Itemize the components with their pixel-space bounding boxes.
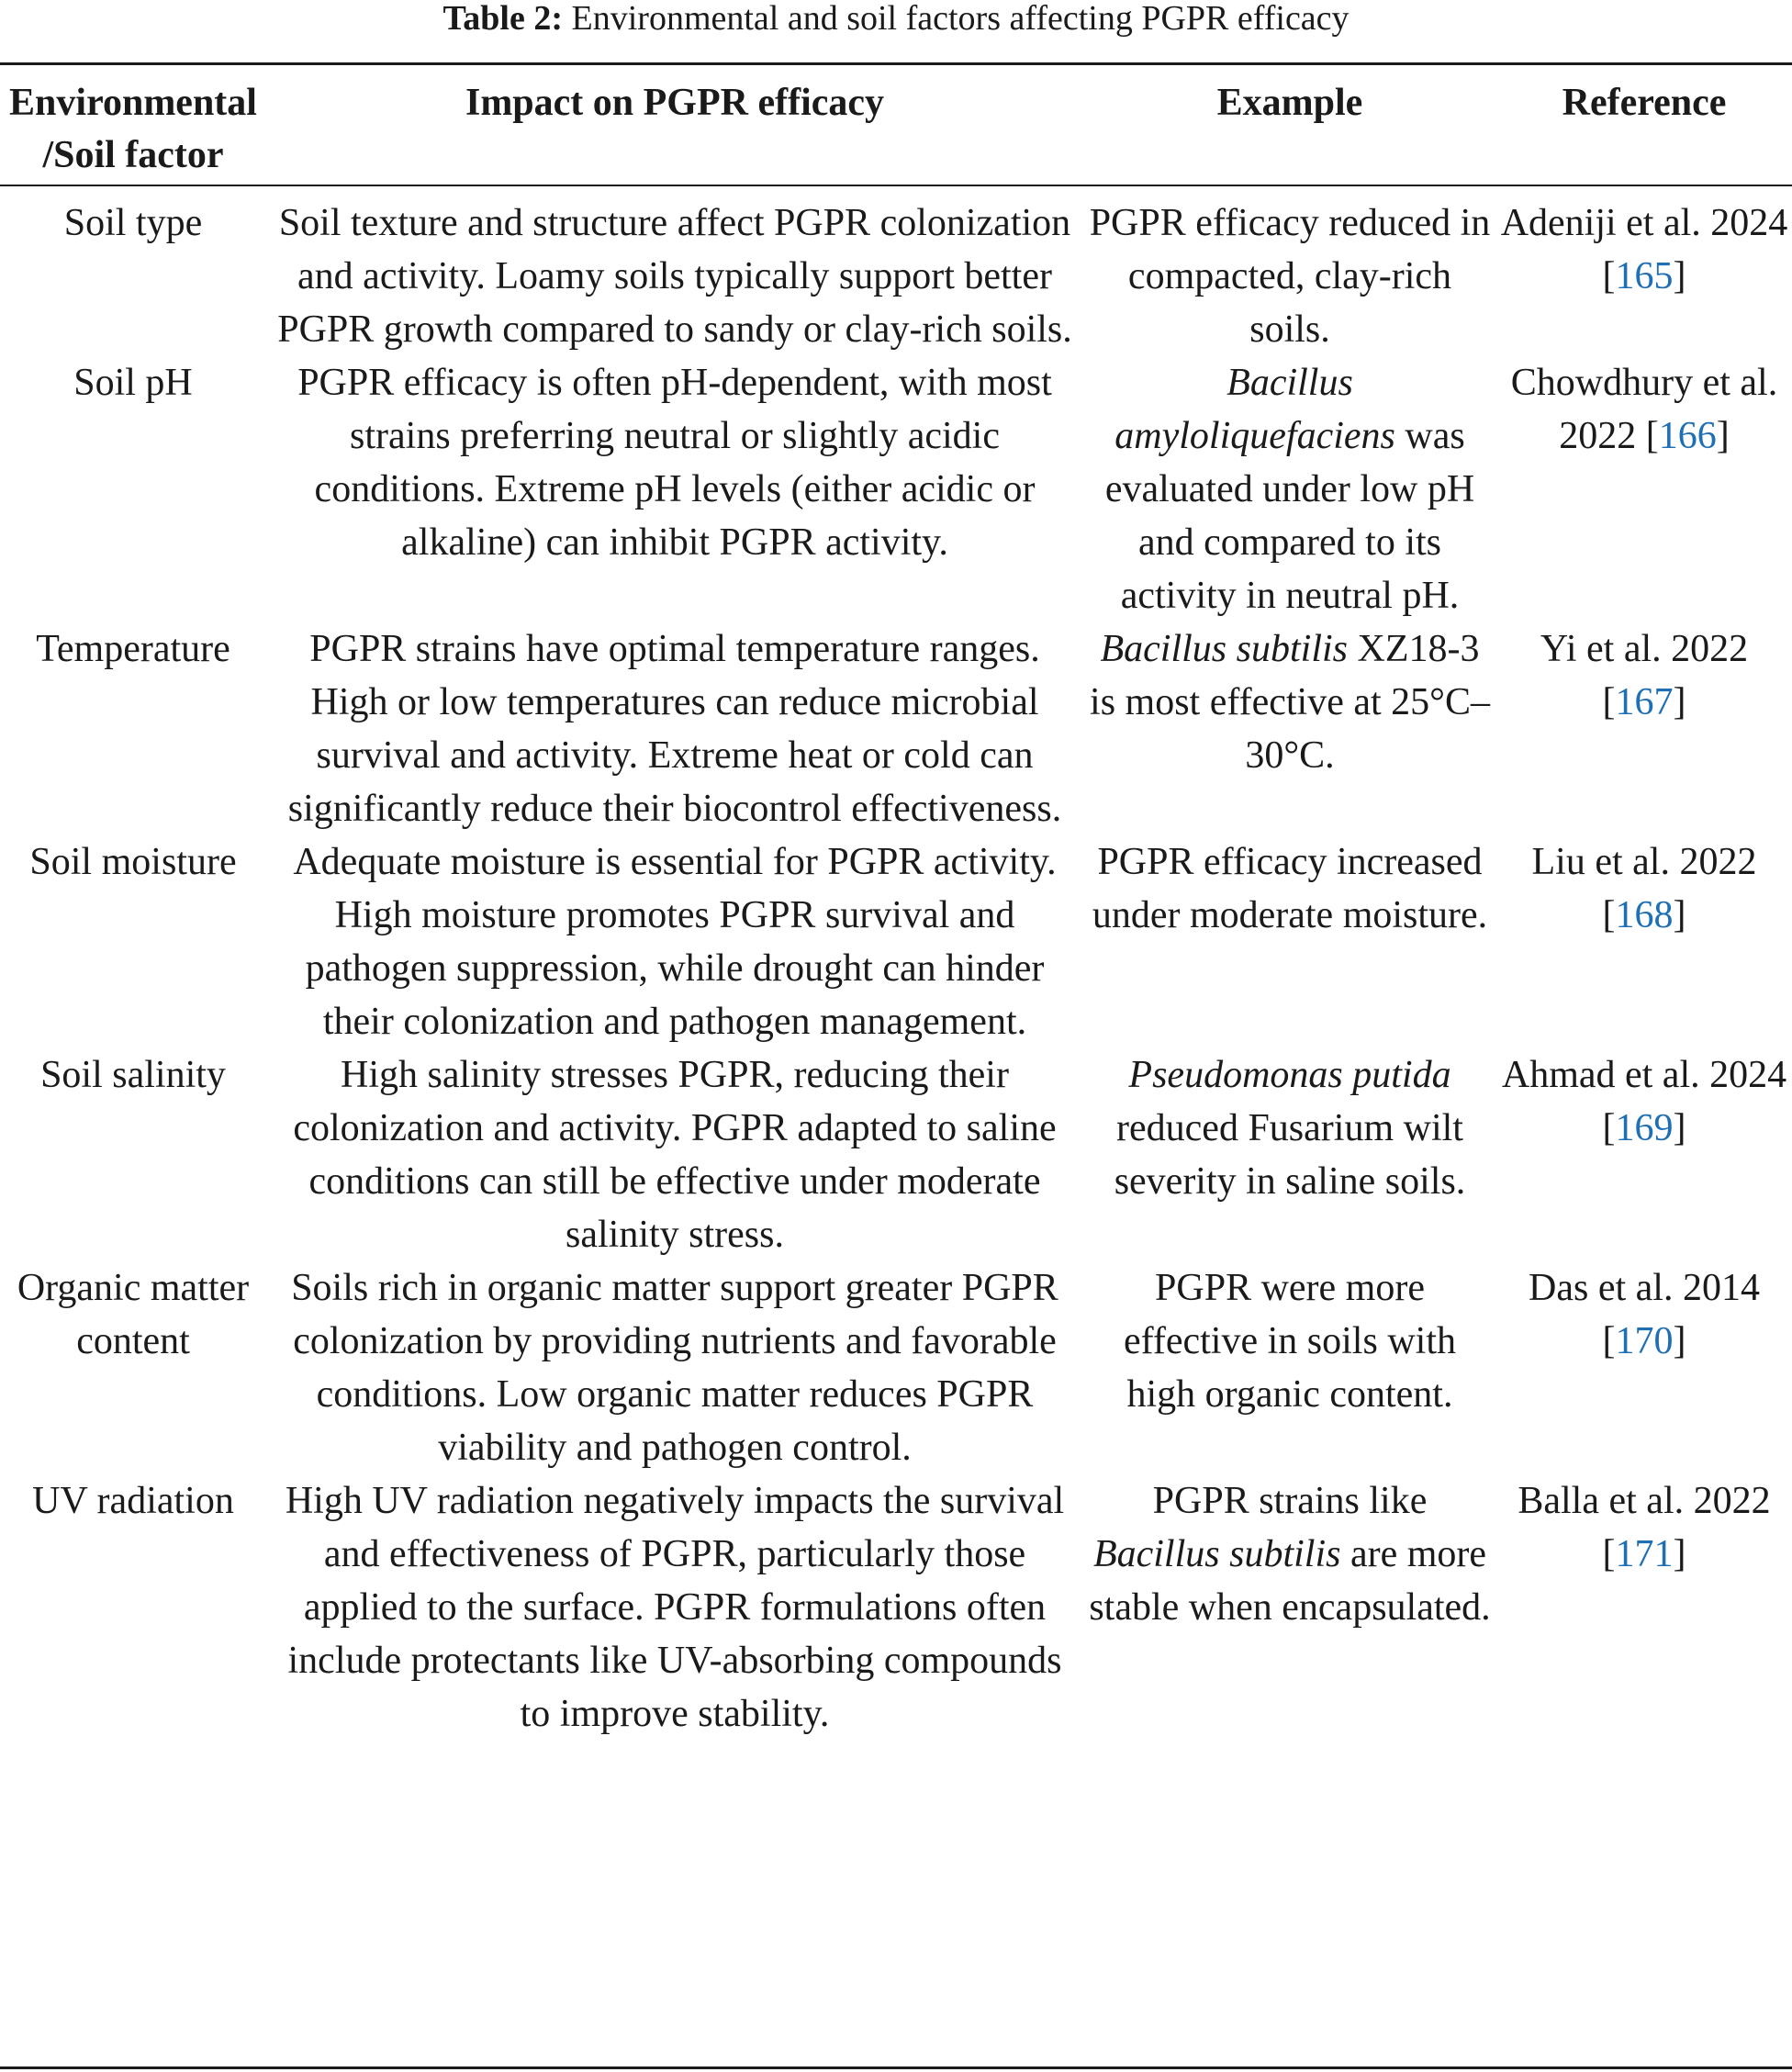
reference-cell: Ahmad et al. 2024 [169] bbox=[1501, 1054, 1787, 1149]
table-title: Environmental and soil factors affecting PGPR efficacy bbox=[563, 0, 1350, 38]
impact-cell: Soil texture and structure affect PGPR colonization and activity. Loamy soils typically support better PGPR growth compared to sandy or clay-rich soils. bbox=[277, 202, 1072, 351]
citation-link[interactable]: 171 bbox=[1615, 1533, 1674, 1575]
factor-cell: Soil salinity bbox=[40, 1054, 226, 1096]
impact-cell: PGPR strains have optimal temperature ranges. High or low temperatures can reduce microbial survival and activity. Extreme heat or cold can significantly reduce their biocontrol effectiveness. bbox=[287, 628, 1062, 830]
table-row bbox=[0, 185, 1792, 356]
header-row bbox=[0, 65, 1792, 185]
table-row bbox=[0, 1474, 1792, 1741]
factor-cell: Temperature bbox=[36, 628, 230, 670]
reference-cell: Adeniji et al. 2024 [165] bbox=[1500, 202, 1788, 297]
table-row bbox=[0, 835, 1792, 1048]
table-row bbox=[0, 1048, 1792, 1261]
example-cell: Bacillus subtilis XZ18-3 is most effective at 25°C–30°C. bbox=[1090, 628, 1490, 777]
citation-link[interactable]: 167 bbox=[1615, 681, 1674, 723]
citation-link[interactable]: 169 bbox=[1615, 1107, 1674, 1149]
header-reference: Reference bbox=[1562, 82, 1727, 124]
header-factor: Environmental /Soil factor bbox=[9, 82, 257, 176]
example-cell: PGPR efficacy reduced in compacted, clay-rich soils. bbox=[1089, 202, 1491, 351]
citation-link[interactable]: 165 bbox=[1615, 255, 1674, 297]
species-name: Pseudomonas putida bbox=[1128, 1054, 1451, 1096]
species-name: Bacillus subtilis bbox=[1100, 628, 1349, 670]
table-row bbox=[0, 356, 1792, 622]
reference-cell: Das et al. 2014 [170] bbox=[1529, 1267, 1760, 1362]
factor-cell: Soil moisture bbox=[29, 841, 237, 883]
factor-cell: UV radiation bbox=[32, 1480, 234, 1522]
reference-cell: Yi et al. 2022 [167] bbox=[1540, 628, 1749, 723]
factor-cell: Soil pH bbox=[73, 362, 193, 404]
impact-cell: High salinity stresses PGPR, reducing their colonization and activity. PGPR adapted to saline conditions can still be effective under moderate salinity stress. bbox=[293, 1054, 1057, 1256]
table-row bbox=[0, 1261, 1792, 1474]
example-cell: PGPR strains like Bacillus subtilis are more stable when encapsulated. bbox=[1089, 1480, 1491, 1629]
example-cell: Bacillus amyloliquefaciens was evaluated under low pH and compared to its activity in neutral pH. bbox=[1104, 362, 1475, 617]
reference-cell: Liu et al. 2022 [168] bbox=[1531, 841, 1757, 936]
reference-cell: Balla et al. 2022 [171] bbox=[1518, 1480, 1771, 1575]
impact-cell: PGPR efficacy is often pH-dependent, with most strains preferring neutral or slightly acidic conditions. Extreme pH levels (either acidic or alkaline) can inhibit PGPR activity. bbox=[297, 362, 1052, 564]
table-label: Table 2: bbox=[442, 0, 564, 38]
species-name: Bacillus subtilis bbox=[1092, 1533, 1341, 1575]
impact-cell: Soils rich in organic matter support greater PGPR colonization by providing nutrients and favorable conditions. Low organic matter reduces PGPR viability and pathogen control. bbox=[291, 1267, 1058, 1469]
table-caption bbox=[0, 0, 1792, 42]
factor-cell: Organic matter content bbox=[17, 1267, 250, 1362]
impact-cell: High UV radiation negatively impacts the survival and effectiveness of PGPR, particularly those applied to the surface. PGPR formulations often include protectants like UV-absorbing compounds to improve stability. bbox=[285, 1480, 1065, 1735]
example-cell: PGPR efficacy increased under moderate moisture. bbox=[1092, 841, 1488, 936]
impact-cell: Adequate moisture is essential for PGPR activity. High moisture promotes PGPR survival and pathogen suppression, while drought can hinder their colonization and pathogen management. bbox=[293, 841, 1057, 1043]
citation-link[interactable]: 168 bbox=[1615, 894, 1674, 936]
factors-table bbox=[0, 65, 1792, 1741]
citation-link[interactable]: 170 bbox=[1615, 1320, 1674, 1362]
header-impact: Impact on PGPR efficacy bbox=[465, 82, 885, 124]
example-cell: Pseudomonas putida reduced Fusarium wilt severity in saline soils. bbox=[1114, 1054, 1466, 1203]
table-row bbox=[0, 622, 1792, 835]
bottom-rule bbox=[0, 2066, 1792, 2069]
header-example: Example bbox=[1216, 82, 1363, 124]
factor-cell: Soil type bbox=[63, 202, 203, 244]
example-cell: PGPR were more effective in soils with high organic content. bbox=[1124, 1267, 1456, 1416]
species-name: Bacillus amyloliquefaciens bbox=[1114, 362, 1395, 457]
citation-link[interactable]: 166 bbox=[1658, 415, 1717, 457]
reference-cell: Chowdhury et al. 2022 [166] bbox=[1510, 362, 1778, 457]
